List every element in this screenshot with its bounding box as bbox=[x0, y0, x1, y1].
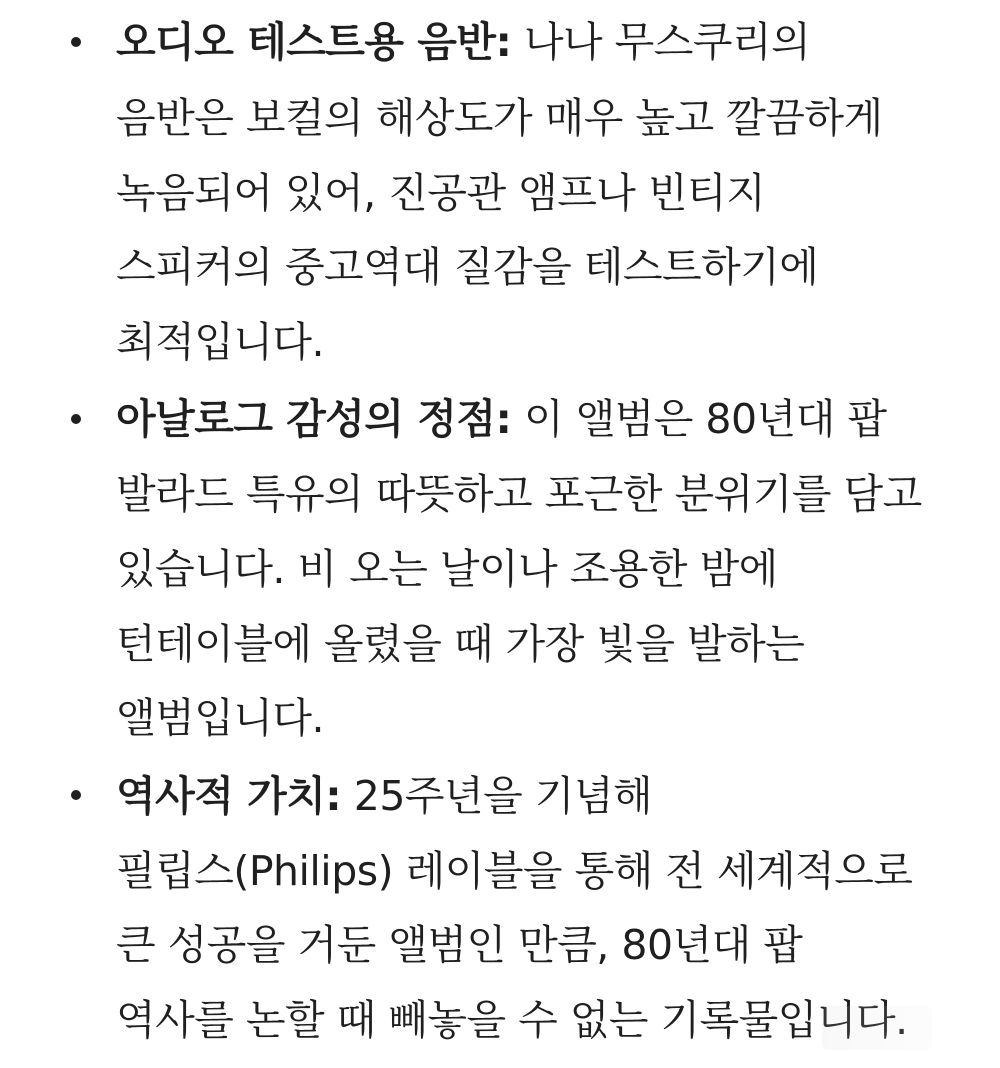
text-line: 턴테이블에 올렸을 때 가장 빛을 발하는 bbox=[116, 620, 805, 668]
text-line: 음반은 보컬의 해상도가 매우 높고 깔끔하게 bbox=[116, 94, 883, 142]
text-line bbox=[116, 19, 810, 65]
text-line: 최적입니다. bbox=[116, 318, 325, 366]
text-line: 발라드 특유의 따뜻하고 포근한 분위기를 담고 bbox=[116, 470, 922, 518]
text-line bbox=[116, 396, 886, 442]
item-title: 역사적 가치: bbox=[116, 772, 342, 820]
item-text: 이 앨범은 80년대 팝 bbox=[511, 395, 887, 443]
item-title: 오디오 테스트용 음반: bbox=[116, 18, 512, 66]
bullet-dot bbox=[71, 414, 81, 424]
text-line: 앨범입니다. bbox=[116, 694, 325, 742]
item-title: 아날로그 감성의 정점: bbox=[116, 395, 512, 443]
item-text: 25주년을 기념해 bbox=[341, 772, 653, 820]
watermark-logo bbox=[822, 1006, 932, 1050]
text-line: 있습니다. 비 오는 날이나 조용한 밤에 bbox=[116, 545, 778, 593]
text-line: 녹음되어 있어, 진공관 앰프나 빈티지 bbox=[116, 169, 766, 217]
text-line: 스피커의 중고역대 질감을 테스트하기에 bbox=[116, 243, 819, 291]
bullet-dot bbox=[71, 37, 81, 47]
text-line: 역사를 논할 때 빼놓을 수 없는 기록물입니다. bbox=[116, 996, 908, 1044]
item-text: 나나 무스쿠리의 bbox=[511, 18, 811, 66]
text-line: 큰 성공을 거둔 앨범인 만큼, 80년대 팝 bbox=[116, 921, 803, 969]
text-line: 필립스(Philips) 레이블을 통해 전 세계적으로 bbox=[116, 847, 913, 895]
bullet-dot bbox=[71, 790, 81, 800]
text-line bbox=[116, 773, 652, 819]
